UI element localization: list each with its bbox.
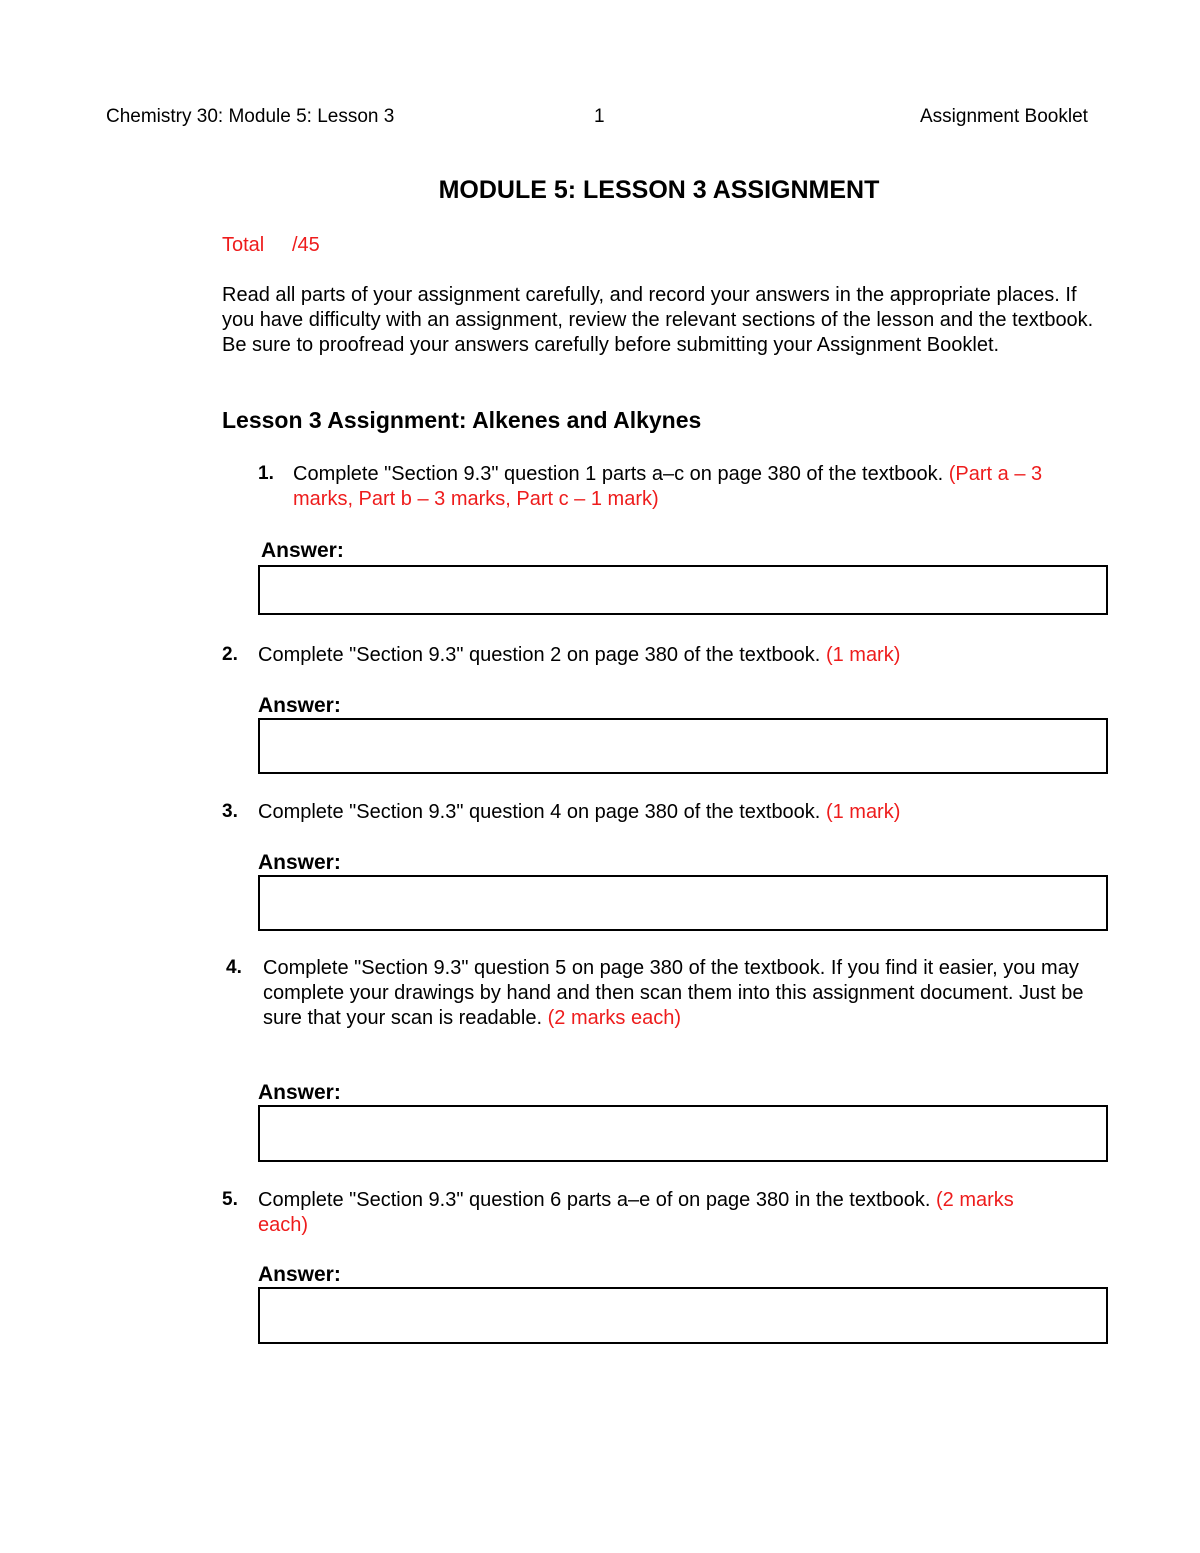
question-text xyxy=(293,462,1103,512)
answer-box-1[interactable] xyxy=(258,565,1108,615)
answer-label: Answer: xyxy=(258,1081,341,1104)
question-text xyxy=(258,643,1103,668)
answer-box-3[interactable] xyxy=(258,875,1108,931)
answer-box-2[interactable] xyxy=(258,718,1108,774)
header-page-number: 1 xyxy=(594,106,605,127)
question-text xyxy=(263,956,1093,1031)
question-number: 1. xyxy=(258,463,274,484)
question-text xyxy=(258,1188,1033,1238)
question-prompt: Complete "Section 9.3" question 5 on page 380 of the textbook. If you find it easier, you may complete your drawings by hand and then scan them into this assignment document. Just be sure that your scan is readable. xyxy=(263,957,1084,1029)
header-course: Chemistry 30: Module 5: Lesson 3 xyxy=(106,106,395,127)
question-text xyxy=(258,800,1103,825)
answer-box-5[interactable] xyxy=(258,1287,1108,1344)
answer-label: Answer: xyxy=(258,694,341,717)
header-booklet: Assignment Booklet xyxy=(920,106,1088,127)
total-value: /45 xyxy=(292,234,320,256)
question-number: 5. xyxy=(222,1189,238,1210)
answer-label: Answer: xyxy=(258,851,341,874)
answer-box-4[interactable] xyxy=(258,1105,1108,1162)
question-marks: (Part a – 3 marks, Part b – 3 marks, Part c – 1 mark) xyxy=(293,463,1043,510)
question-marks: (2 marks each) xyxy=(547,1007,681,1029)
question-prompt: Complete "Section 9.3" question 6 parts a–e of on page 380 in the textbook. xyxy=(258,1189,931,1211)
total-label: Total xyxy=(222,234,265,256)
question-prompt: Complete "Section 9.3" question 4 on page 380 of the textbook. xyxy=(258,801,821,823)
question-number: 2. xyxy=(222,644,238,665)
question-marks: (2 marks each) xyxy=(258,1189,1014,1236)
question-prompt: Complete "Section 9.3" question 1 parts a–c on page 380 of the textbook. xyxy=(293,463,944,485)
page-title: MODULE 5: LESSON 3 ASSIGNMENT xyxy=(438,176,880,204)
question-number: 3. xyxy=(222,801,238,822)
question-number: 4. xyxy=(226,957,242,978)
section-heading: Lesson 3 Assignment: Alkenes and Alkynes xyxy=(222,407,702,433)
instructions-paragraph: Read all parts of your assignment carefully, and record your answers in the appropriate places. If you have difficulty with an assignment, review the relevant sections of the lesson and the textbook. Be sure to proofread your answers carefully before submitting your Assignment Booklet. xyxy=(222,284,1094,356)
question-marks: (1 mark) xyxy=(825,801,901,823)
answer-label: Answer: xyxy=(258,1263,341,1286)
question-prompt: Complete "Section 9.3" question 2 on page 380 of the textbook. xyxy=(258,644,821,666)
question-marks: (1 mark) xyxy=(825,644,901,666)
answer-label: Answer: xyxy=(261,539,344,562)
